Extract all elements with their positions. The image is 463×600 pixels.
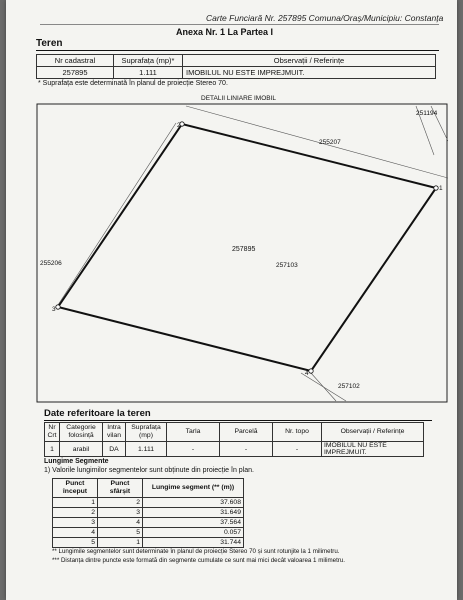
col-nr-crt: Nr Crt xyxy=(45,423,60,442)
col-punct-sfarsit: Punct sfârșit xyxy=(98,479,143,498)
cf-header: Carte Funciară Nr. 257895 Comuna/Oraș/Municipiu: Constanța xyxy=(206,13,444,23)
parcel-id-label: 257895 xyxy=(232,246,256,253)
cell-tarla: - xyxy=(167,442,220,457)
annex-title: Anexa Nr. 1 La Partea I xyxy=(176,27,274,37)
plan-label: DETALII LINIARE IMOBIL xyxy=(201,95,277,102)
header-rule xyxy=(40,24,439,25)
cell-nr-crt: 1 xyxy=(45,442,60,457)
seg-start: 2 xyxy=(53,508,98,518)
seg-length: 37.608 xyxy=(143,498,244,508)
cell-nr-topo: - xyxy=(273,442,322,457)
seg-end: 5 xyxy=(98,528,143,538)
seg-start: 4 xyxy=(53,528,98,538)
neighbor-257102: 257102 xyxy=(338,383,360,390)
seg-length: 31.744 xyxy=(143,538,244,548)
cell-categorie: arabil xyxy=(60,442,103,457)
col-nr-cadastral: Nr cadastral xyxy=(37,55,114,67)
vertex-4 xyxy=(309,369,313,373)
teren-rule xyxy=(36,50,439,51)
col-suprafata-mp: Suprafața (mp) xyxy=(126,423,167,442)
seg-end: 2 xyxy=(98,498,143,508)
seg-start: 5 xyxy=(53,538,98,548)
cell-observatii-2: IMOBILUL NU ESTE IMPREJMUIT. xyxy=(322,442,424,457)
segmente-heading: Lungime Segmente xyxy=(44,458,109,465)
plan-frame xyxy=(37,104,447,402)
seg-start: 3 xyxy=(53,518,98,528)
date-rule xyxy=(44,420,432,421)
cell-intravilan: DA xyxy=(103,442,126,457)
cell-suprafata-mp: 1.111 xyxy=(126,442,167,457)
footnote-rounding: ** Lungimile segmentelor sunt determinate în planul de proiecție Stereo 70 și sunt rotunjite la 1 milimetru. xyxy=(52,548,340,555)
cell-suprafata: 1.111 xyxy=(114,67,183,79)
col-punct-inceput: Punct început xyxy=(53,479,98,498)
col-lungime: Lungime segment (** (m)) xyxy=(143,479,244,498)
point-label-4: 4 xyxy=(305,370,309,377)
cell-parcela: - xyxy=(220,442,273,457)
segmente-note: 1) Valorile lungimilor segmentelor sunt obținute din proiecție în plan. xyxy=(44,467,254,474)
cell-nr-cadastral: 257895 xyxy=(37,67,114,79)
neighbor-257103: 257103 xyxy=(276,262,298,269)
projection-note: * Suprafața este determinată în planul de proiecție Stereo 70. xyxy=(38,80,228,87)
seg-length: 0.057 xyxy=(143,528,244,538)
neighbor-255207: 255207 xyxy=(319,139,341,146)
col-parcela: Parcelă xyxy=(220,423,273,442)
col-observatii-2: Observații / Referințe xyxy=(322,423,424,442)
teren-heading: Teren xyxy=(36,38,63,49)
point-label-2: 2 xyxy=(177,122,181,129)
col-categorie: Categorie folosință xyxy=(60,423,103,442)
seg-length: 37.564 xyxy=(143,518,244,528)
teren-table xyxy=(36,54,436,79)
date-heading: Date referitoare la teren xyxy=(44,408,151,419)
col-observatii: Observații / Referințe xyxy=(183,55,436,67)
neighbor-255206: 255206 xyxy=(40,260,62,267)
neighbor-251194: 251194 xyxy=(416,110,438,117)
col-suprafata: Suprafața (mp)* xyxy=(114,55,183,67)
date-table xyxy=(44,422,424,457)
parcel-plan xyxy=(36,103,448,403)
col-intravilan: Intra vilan xyxy=(103,423,126,442)
footnote-cumulative: *** Distanța dintre puncte este formată din segmente cumulate ce sunt mai mici decât valoarea 1 milimetru. xyxy=(52,557,346,564)
point-label-3: 3 xyxy=(52,306,56,313)
vertex-1 xyxy=(434,186,438,190)
seg-length: 31.649 xyxy=(143,508,244,518)
seg-end: 4 xyxy=(98,518,143,528)
vertex-3 xyxy=(56,305,60,309)
segmente-table xyxy=(52,478,244,548)
seg-end: 3 xyxy=(98,508,143,518)
col-nr-topo: Nr. topo xyxy=(273,423,322,442)
seg-end: 1 xyxy=(98,538,143,548)
seg-start: 1 xyxy=(53,498,98,508)
document-page xyxy=(6,0,457,600)
point-label-1: 1 xyxy=(439,185,443,192)
col-tarla: Tarla xyxy=(167,423,220,442)
cell-observatii: IMOBILUL NU ESTE IMPREJMUIT. xyxy=(183,67,436,79)
